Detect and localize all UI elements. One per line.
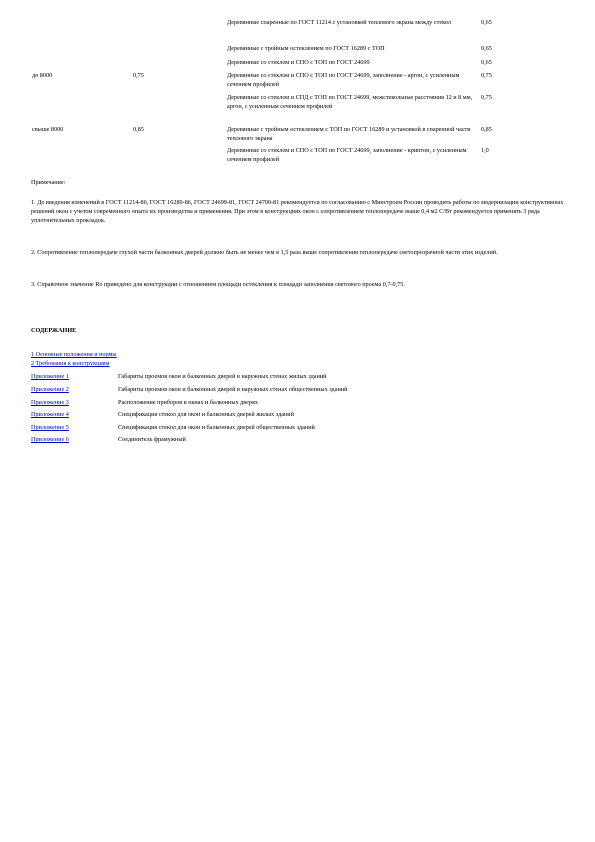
toc-heading: СОДЕРЖАНИЕ [31,327,77,334]
notes-heading: Примечание: [31,179,66,186]
appendix-link-6[interactable]: Приложение 6 [31,436,69,443]
note-paragraph: 3. Справочное значение Ro приведено для конструкции с отношением площади остекления к площади заполнения светового проема 0,7-0,75. [31,281,405,288]
resistance-cell: 0,75 [481,94,492,101]
window-type-cell: Деревянные со стеклом и СПД с ТОП по ГОСТ 24699, межстекольные расстояния 12 и 8 мм, аргон, с усиленным сечением профилей [227,94,473,110]
toc-sections [31,350,117,368]
window-type-cell: Деревянные с тройным остеклением по ГОСТ 16289 с ТОП [227,45,385,52]
toc-link-section-2[interactable]: 2 Требования к конструкциям [31,360,110,367]
note-paragraph: 2. Сопротивление теплопередаче глухой части балконных дверей должно быть не менее чем в 1,5 раза выше сопротивления теплопередаче светопрозрачной части этих изделий. [31,249,498,256]
appendix-link-4[interactable]: Приложение 4 [31,411,69,418]
resistance-cell: 0,65 [481,19,492,26]
window-type-cell: Деревянные со стеклом и СПО с ТОП по ГОСТ 24699, заполнение - криптон, с усиленным сечением профилей [227,147,467,163]
window-type-cell: Деревянные с тройным остеклением с ТОП по ГОСТ 16289 и установкой в спаренной части теплового экрана [227,126,471,142]
appendix-description: Габариты проемов окон и балконных дверей в наружных стенах жилых зданий [118,373,327,380]
appendix-description: Габариты проемов окон и балконных дверей в наружных стенах общественных зданий [118,386,348,393]
note-paragraph: 1. До введения изменений в ГОСТ 11214-86, ГОСТ 16289-86, ГОСТ 24699-81, ГОСТ 24700-81 рекомендуется по согласованию с Минстроем России проводить работы по модернизации конструктивных решений окон с учетом современного опыта их производства и применения. При этом в конструкциях окон с сопротивлением теплопередаче выше 0,4 м2 С/Вт рекомендуется применять 3 ряда уплотнительных прокладок. [31,199,564,224]
required-resistance-cell: 0,85 [133,126,144,133]
appendix-description: Спецификация стекол для окон и балконных дверей общественных зданий [118,424,315,431]
window-type-cell: Деревянные со стеклом и СПО с ТОП по ГОСТ 24699 [227,59,370,66]
resistance-cell: 0,75 [481,72,492,79]
resistance-cell: 0,65 [481,59,492,66]
resistance-cell: 0,65 [481,45,492,52]
degree-day-cell: до 8000 [32,72,53,79]
degree-day-cell: свыше 8000 [32,126,64,133]
appendix-description: Соединитель фрамужный [118,436,186,443]
appendix-link-3[interactable]: Приложение 3 [31,399,69,406]
appendix-description: Спецификация стекол для окон и балконных дверей жилых зданий [118,411,294,418]
resistance-cell: 0,85 [481,126,492,133]
appendix-link-2[interactable]: Приложение 2 [31,386,69,393]
appendix-description: Расположение приборов в окнах и балконных дверях [118,399,258,406]
window-type-cell: Деревянные со стеклом и СПО с ТОП по ГОСТ 24699, заполнение - аргон, с усиленным сечением профилей [227,72,460,88]
window-type-cell: Деревянные спаренные по ГОСТ 11214 с установкой теплового экрана между стекол [227,19,451,26]
toc-link-section-1[interactable]: 1 Основные положения и нормы [31,351,117,358]
appendix-link-5[interactable]: Приложение 5 [31,424,69,431]
appendix-link-1[interactable]: Приложение 1 [31,373,69,380]
required-resistance-cell: 0,75 [133,72,144,79]
resistance-cell: 1,0 [481,147,489,154]
